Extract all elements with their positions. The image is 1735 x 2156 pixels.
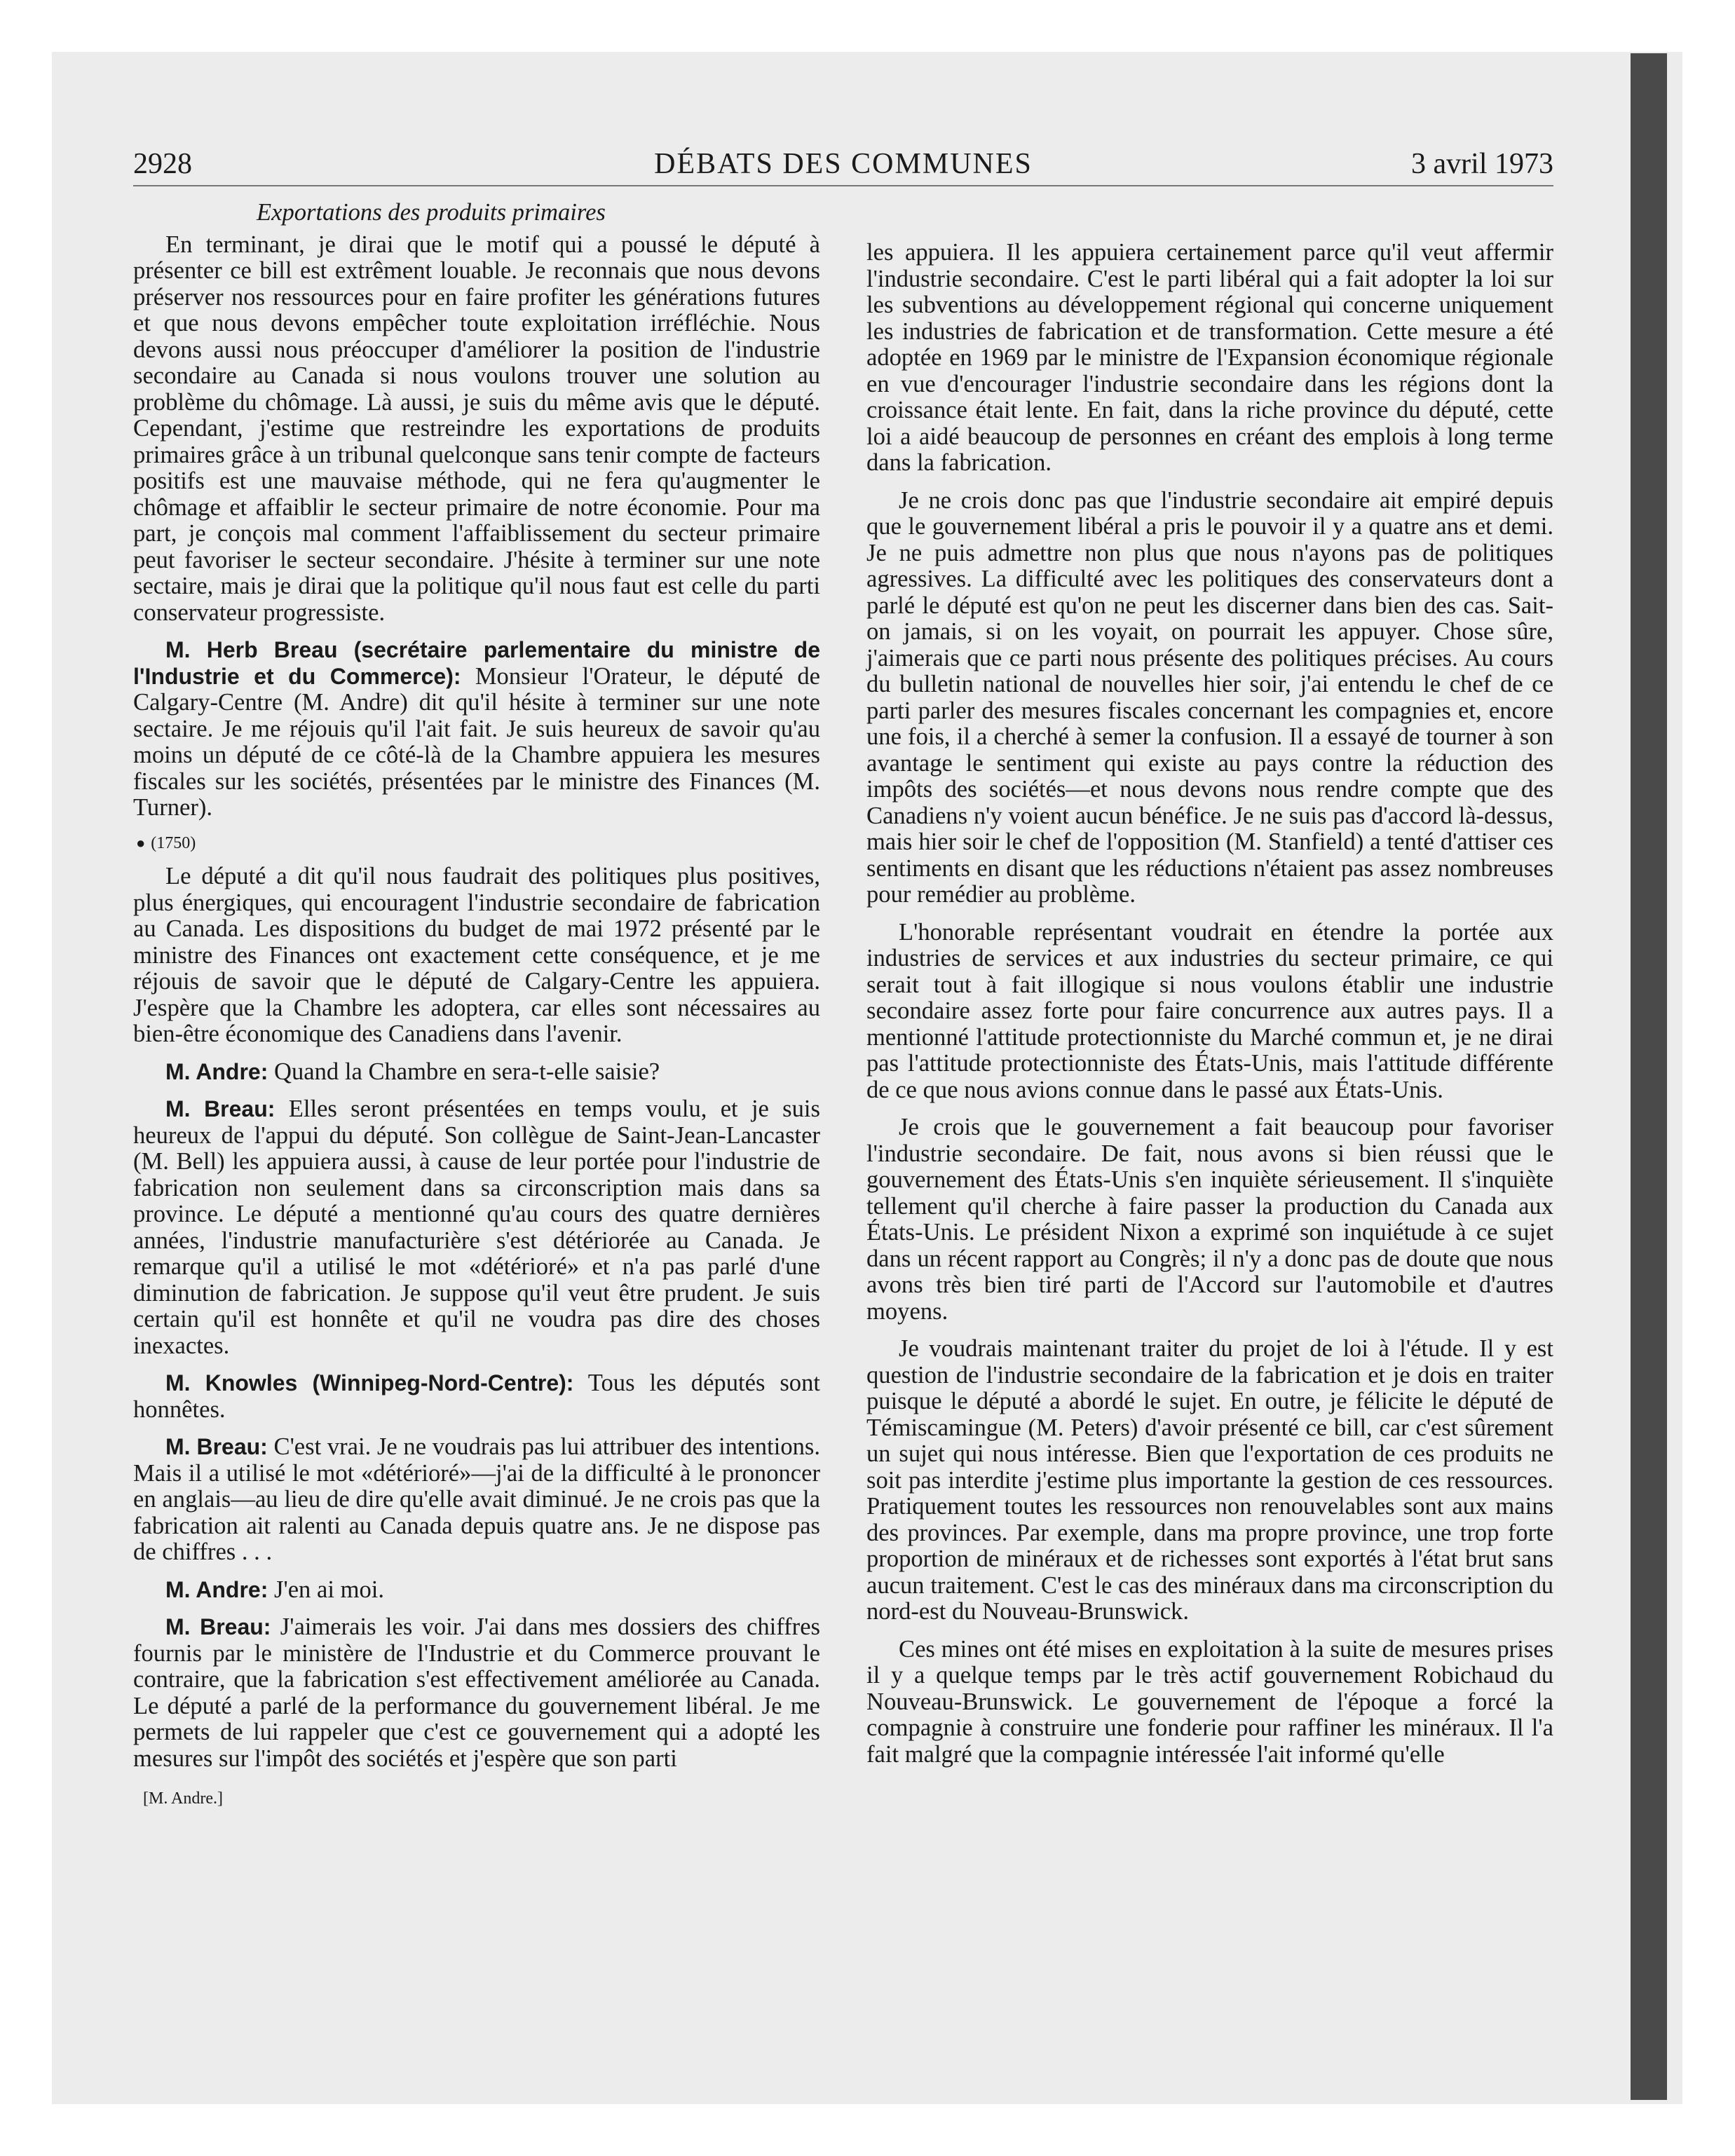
paragraph: Ces mines ont été mises en exploitation à la suite de mesures prises il y a quelque temps par le très actif gouvernement Robichaud du Nouveau-Brunswick. Le gouvernement de l'époque a forcé la compagnie à construire une fonderie pour raffiner les minéraux. Il l'a fait malgré que la compagnie intéressée l'ait informé qu'elle xyxy=(866,1635,1553,1768)
speech-text: Quand la Chambre en sera-t-elle saisie? xyxy=(274,1058,660,1085)
speaker-footnote: [M. Andre.] xyxy=(143,1789,223,1808)
speaker-name: M. Breau: xyxy=(165,1096,275,1121)
speech-paragraph xyxy=(133,1577,820,1604)
paragraph: Je ne crois donc pas que l'industrie secondaire ait empiré depuis que le gouvernement libéral a pris le pouvoir il y a quatre ans et demi. Je ne puis admettre non plus que nous n'ayons pas de politiques agressives. La difficulté avec les politiques des conservateurs dont a parlé le député est qu'on ne peut les discerner dans bien des cas. Sait-on jamais, si on les voyait, on pourrait les appuyer. Chose sûre, j'aimerais que ce parti nous présente des politiques précises. Au cours du bulletin national de nouvelles hier soir, j'ai entendu le chef de ce parti parler des mesures fiscales concernant les compagnies et, encore une fois, il a cherché à semer la confusion. Il a essayé de tourner à son avantage le sentiment qui existe au pays contre la réduction des impôts des sociétés—et nous devons nous rendre compte que des Canadiens n'y voient aucun bénéfice. Je ne suis pas d'accord là-dessus, mais hier soir le chef de l'opposition (M. Stanfield) a tenté d'attiser ces sentiments en disant que les réductions n'étaient pas assez nombreuses pour remédier au problème. xyxy=(866,486,1553,908)
right-column xyxy=(866,240,1553,1779)
speech-text: J'aimerais les voir. J'ai dans mes dossiers des chiffres fournis par le ministère de l'Industrie et du Commerce prouvant le contraire, que la fabrication s'est effectivement améliorée au Canada. Le député a parlé de la performance du gouvernement libéral. Je me permets de lui rappeler que c'est ce gouvernement qui a adopté les mesures sur l'impôt des sociétés et j'espère que son parti xyxy=(133,1613,821,1772)
speaker-name: M. Breau: xyxy=(165,1614,271,1639)
bullet-icon: ● xyxy=(136,833,146,852)
speech-text: Elles seront présentées en temps voulu, et je suis heureux de l'appui du député. Son collègue de Saint-Jean-Lancaster (M. Bell) les appuiera aussi, à cause de leur portée pour l'industrie de fabrication non seulement dans sa circonscription mais dans sa province. Le député a mentionné qu'au cours des quatre dernières années, l'industrie manufacturière s'est détériorée au Canada. Je remarque qu'il a utilisé le mot «détérioré» et n'a pas parlé d'une diminution de fabrication. Je suppose qu'il veut être prudent. Je suis certain qu'il est honnête et qu'il ne voudra pas dire des choses inexactes. xyxy=(133,1096,820,1359)
speaker-name: M. Breau: xyxy=(165,1434,268,1459)
page-date: 3 avril 1973 xyxy=(1411,148,1553,180)
speech-text: C'est vrai. Je ne voudrais pas lui attribuer des intentions. Mais il a utilisé le mot «détérioré»—j'ai de la difficulté à le prononcer en anglais—au lieu de dire qu'elle avait diminué. Je ne crois pas que la fabrication ait ralenti au Canada depuis quatre ans. Je ne dispose pas de chiffres . . . xyxy=(133,1433,820,1565)
page-number: 2928 xyxy=(133,148,192,180)
paragraph: L'honorable représentant voudrait en étendre la portée aux industries de services et aux industries du secteur primaire, ce qui serait tout à fait illogique si nous voulons établir une industrie secondaire assez forte pour faire concurrence aux autres pays. Il a mentionné l'attitude protectionniste du Marché commun et, je ne dirai pas l'attitude protectionniste des États-Unis, mais l'attitude différente de ce que nous avions connue dans le passé aux États-Unis. xyxy=(866,918,1553,1103)
page-header xyxy=(133,147,1553,186)
time-marker xyxy=(133,830,820,857)
speech-paragraph xyxy=(133,1096,820,1359)
speaker-name: M. Andre: xyxy=(165,1576,268,1602)
publication-title: DÉBATS DES COMMUNES xyxy=(654,148,1033,180)
speech-text: Monsieur l'Orateur, le député de Calgary-Centre (M. Andre) dit qu'il hésite à terminer sur une note sectaire. Je me réjouis qu'il l'ait fait. Je suis heureux de savoir qu'au moins un député de ce côté-là de la Chambre appuiera les mesures fiscales sur les sociétés, présentées par le ministre des Finances (M. Turner). xyxy=(133,662,820,821)
speaker-name: M. Herb Breau (secrétaire parlementaire du ministre de l'Industrie et du Commerce): xyxy=(133,637,820,689)
paragraph: Je voudrais maintenant traiter du projet de loi à l'étude. Il y est question de l'industrie secondaire de la fabrication et je dois en traiter puisque le député a abordé le sujet. En outre, je félicite le député de Témiscamingue (M. Peters) d'avoir présenté ce bill, car c'est sûrement un sujet qui nous intéresse. Bien que l'exportation de ces produits ne soit pas interdite j'estime plus importante la gestion de ces ressources. Pratiquement toutes les ressources non renouvelables sont aux mains des provinces. Par exemple, dans ma propre province, une trop forte proportion de minéraux et de richesses sont exportés à l'état brut sans aucun traitement. C'est le cas des minéraux dans ma circonscription du nord-est du Nouveau-Brunswick. xyxy=(866,1335,1553,1625)
speech-text: J'en ai moi. xyxy=(274,1576,385,1603)
paragraph: Je crois que le gouvernement a fait beaucoup pour favoriser l'industrie secondaire. De fait, nous avons si bien réussi que le gouvernement des États-Unis s'en inquiète sérieusement. Il s'inquiète tellement qu'il cherche à faire passer la production du Canada aux États-Unis. Le président Nixon a exprimé son inquiétude à ce sujet dans un récent rapport au Congrès; il n'y a donc pas de doute que nous avons très bien tiré parti de l'Accord sur l'automobile et d'autres moyens. xyxy=(866,1114,1553,1325)
speaker-name: M. Andre: xyxy=(165,1058,268,1084)
scan-edge-shadow xyxy=(1631,53,1667,2100)
speech-paragraph xyxy=(133,1370,820,1423)
speech-paragraph xyxy=(133,1434,820,1566)
paragraph: Le député a dit qu'il nous faudrait des politiques plus positives, plus énergiques, qui encouragent l'industrie secondaire de fabrication au Canada. Les dispositions du budget de mai 1972 présenté par le ministre des Finances ont exactement cette conséquence, et je me réjouis de savoir que le député de Calgary-Centre les appuiera. J'espère que la Chambre les adoptera, car elles sont nécessaires au bien-être économique des Canadiens dans l'avenir. xyxy=(133,863,820,1047)
paragraph: les appuiera. Il les appuiera certainement parce qu'il veut affermir l'industrie secondaire. C'est le parti libéral qui a fait adopter la loi sur les subventions au développement régional qui concerne uniquement les industries de fabrication et de transformation. Cette mesure a été adoptée en 1969 par le ministre de l'Expansion économique régionale en vue d'encourager l'industrie secondaire dans les régions dont la croissance était lente. En fait, dans la riche province du député, cette loi a aidé beaucoup de personnes en créant des emplois à long terme dans la fabrication. xyxy=(866,239,1553,476)
time-marker-text: (1750) xyxy=(151,833,196,852)
speech-paragraph xyxy=(133,637,820,821)
section-title: Exportations des produits primaires xyxy=(257,199,606,226)
paragraph: En terminant, je dirai que le motif qui a poussé le député à présenter ce bill est extrêment louable. Je reconnais que nous devons préserver nos ressources pour en faire profiter les générations futures et que nous devons empêcher toute exploitation irréfléchie. Nous devons aussi nous préoccuper d'améliorer la position de l'industrie secondaire au Canada si nous voulons trouver une solution au problème du chômage. Là aussi, je suis du même avis que le député. Cependant, j'estime que restreindre les exportations de produits primaires grâce à un tribunal quelconque sans tenir compte de facteurs positifs est une mauvaise méthode, qui ne fera qu'augmenter le chômage et affaiblir le secteur primaire de notre économie. Pour ma part, je conçois mal comment l'affaiblissement du secteur primaire peut favoriser le secteur secondaire. J'hésite à terminer sur une note sectaire, mais je dirai que la politique qu'il nous faut est celle du parti conservateur progressiste. xyxy=(133,231,820,626)
speaker-name: M. Knowles (Winnipeg-Nord-Centre): xyxy=(165,1370,574,1396)
left-column xyxy=(133,200,820,1824)
speech-paragraph xyxy=(133,1614,820,1772)
speech-paragraph xyxy=(133,1059,820,1086)
speech-text: Tous les députés sont honnêtes. xyxy=(133,1370,820,1423)
header-rule xyxy=(133,185,1553,186)
